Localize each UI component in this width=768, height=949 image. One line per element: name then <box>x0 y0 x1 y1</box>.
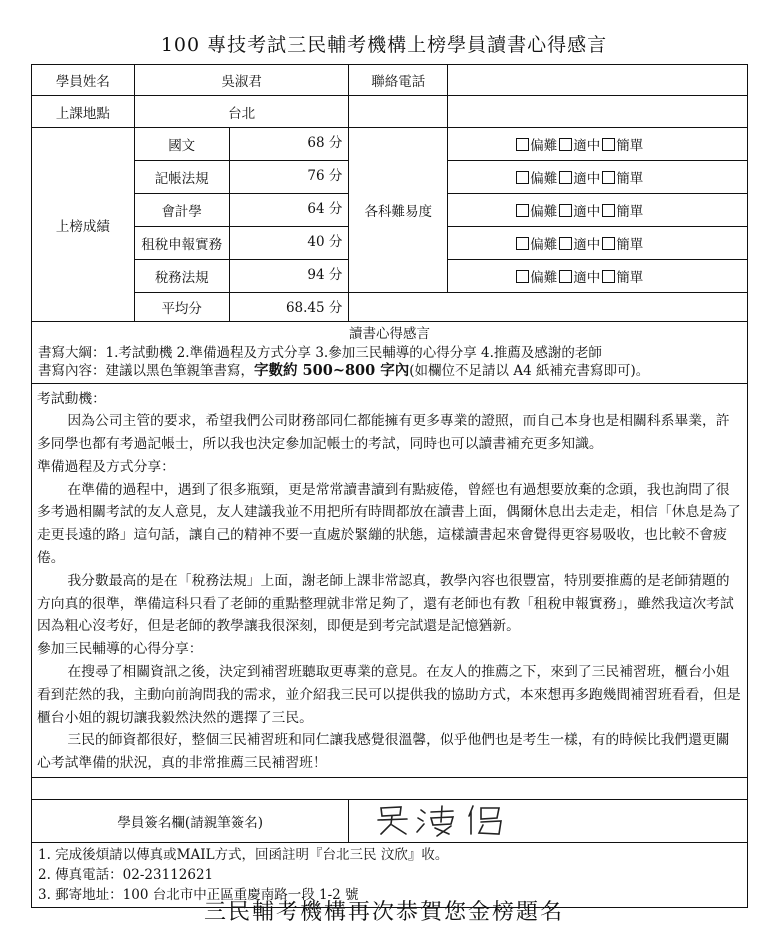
testimonial-form <box>31 64 748 908</box>
section-heading: 準備過程及方式分享： <box>37 458 175 475</box>
checkbox[interactable] <box>602 237 615 250</box>
phone-label: 聯絡電話 <box>349 65 448 96</box>
difficulty-label: 各科難易度 <box>349 128 448 293</box>
section-heading: 考試動機： <box>37 390 106 407</box>
checkbox[interactable] <box>559 270 572 283</box>
checkbox[interactable] <box>516 237 529 250</box>
subject-name: 記帳法規 <box>134 161 229 194</box>
checkbox[interactable] <box>602 270 615 283</box>
difficulty-options: 偏難 適中 簡單 <box>448 194 748 227</box>
subject-score: 76 分 <box>229 161 349 194</box>
name-value: 吳淑君 <box>134 65 349 96</box>
checkbox[interactable] <box>559 204 572 217</box>
name-row <box>32 65 748 96</box>
subject-name: 租稅申報實務 <box>134 227 229 260</box>
essay-paragraph: 因為公司主管的要求，希望我們公司財務部同仁都能擁有更多專業的證照，而自己本身也是相關科系畢業，許多同學也都有考過記帳士，所以我也決定參加記帳士的考試，同時也可以讀書補充更多知識。 <box>37 413 730 453</box>
spacer-row <box>32 778 748 800</box>
checkbox[interactable] <box>516 171 529 184</box>
form-title: 100 專技考試三民輔考機構上榜學員讀書心得感言 <box>160 34 608 56</box>
essay-paragraph: 我分數最高的是在「稅務法規」上面，謝老師上課非常認真，教學內容也很豐富，特別要推薦的是老師猜題的方向真的很準，準備這科只看了老師的重點整理就非常足夠了，還有老師也有教「租稅申報實務」，雖然我這次考試因為粗心沒考好，但是老師的教學讓我很深刻，即便是到考完試還是記憶猶新。 <box>37 572 734 635</box>
location-label: 上課地點 <box>32 96 135 128</box>
average-label: 平均分 <box>134 293 229 322</box>
note-item: 3. 郵寄地址：100 台北市中正區重慶南路一段 1-2 號 <box>38 887 359 904</box>
difficulty-options: 偏難 適中 簡單 <box>448 227 748 260</box>
subject-name: 國文 <box>134 128 229 161</box>
essay-header-row <box>32 322 748 384</box>
average-row <box>32 293 748 322</box>
essay-paragraph: 在搜尋了相關資訊之後，決定到補習班聽取更專業的意見。在友人的推薦之下，來到了三民補習班，櫃台小姐看到茫然的我，主動向前詢問我的需求，並介紹我三民可以提供我的協助方式，本來想再多跑幾間補習班看看，但是櫃台小姐的親切讓我毅然決然的選擇了三民。 <box>37 664 741 726</box>
phone-value <box>448 65 748 96</box>
essay-paragraph: 三民的師資都很好，整個三民補習班和同仁讓我感覺很溫馨，似乎他們也是考生一樣，有的時候比我們還更關心考試準備的狀況，真的非常推薦三民補習班！ <box>37 732 730 772</box>
subject-name: 稅務法規 <box>134 260 229 293</box>
signature-label: 學員簽名欄(請親筆簽名) <box>32 800 349 843</box>
handwritten-signature <box>373 800 513 838</box>
location-row <box>32 96 748 128</box>
section-heading: 參加三民輔導的心得分享： <box>37 641 203 658</box>
signature-row <box>32 800 748 843</box>
note-item: 1. 完成後煩請以傳真或MAIL方式，回函註明『台北三民 汶欣』收。 <box>38 847 449 864</box>
essay-row <box>32 383 748 778</box>
subject-score: 94 分 <box>229 260 349 293</box>
subject-score: 68 分 <box>229 128 349 161</box>
checkbox[interactable] <box>559 171 572 184</box>
checkbox[interactable] <box>516 204 529 217</box>
checkbox[interactable] <box>559 138 572 151</box>
essay-outline: 書寫大綱：1.考試動機 2.準備過程及方式分享 3.參加三民輔導的心得分享 4.推薦及感謝的老師 <box>38 344 602 361</box>
essay-paragraph: 在準備的過程中，遇到了很多瓶頸，更是常常讀書讀到有點疲倦，曾經也有過想要放棄的念頭，我也詢問了很多考過相關考試的友人意見，友人建議我並不用把所有時間都放在讀書上面，偶爾休息出去走走，相信「休息是為了走更長遠的路」這句話，讓自己的精神不要一直處於緊繃的狀態，這樣讀書起來會覺得更容易吸收，也比較不會疲倦。 <box>37 481 741 567</box>
essay-body <box>32 383 748 778</box>
essay-content-note: 書寫內容：建議以黑色筆親筆書寫，字數約 500~800 字內(如欄位不足請以 A4 紙補充書寫即可)。 <box>38 362 650 379</box>
checkbox[interactable] <box>602 138 615 151</box>
checkbox[interactable] <box>516 270 529 283</box>
spacer <box>32 778 748 800</box>
difficulty-options: 偏難 適中 簡單 <box>448 260 748 293</box>
subject-score: 64 分 <box>229 194 349 227</box>
location-value: 台北 <box>134 96 349 128</box>
average-value: 68.45 分 <box>229 293 349 322</box>
essay-instructions <box>32 322 748 384</box>
average-blank <box>349 293 748 322</box>
difficulty-options: 偏難 適中 簡單 <box>448 161 748 194</box>
name-label: 學員姓名 <box>32 65 135 96</box>
note-item: 2. 傳真電話：02-23112621 <box>38 867 214 884</box>
location-blank-2 <box>448 96 748 128</box>
location-blank-1 <box>349 96 448 128</box>
difficulty-options: 偏難 適中 簡單 <box>448 128 748 161</box>
essay-heading: 讀書心得感言 <box>349 326 430 342</box>
subject-name: 會計學 <box>134 194 229 227</box>
subject-score: 40 分 <box>229 227 349 260</box>
signature-field[interactable] <box>349 800 748 843</box>
score-row <box>32 128 748 161</box>
checkbox[interactable] <box>602 171 615 184</box>
score-section-label: 上榜成績 <box>32 128 135 322</box>
checkbox[interactable] <box>559 237 572 250</box>
checkbox[interactable] <box>516 138 529 151</box>
footer-congrats: 三民輔考機構再次恭賀您金榜題名 <box>203 900 564 925</box>
checkbox[interactable] <box>602 204 615 217</box>
